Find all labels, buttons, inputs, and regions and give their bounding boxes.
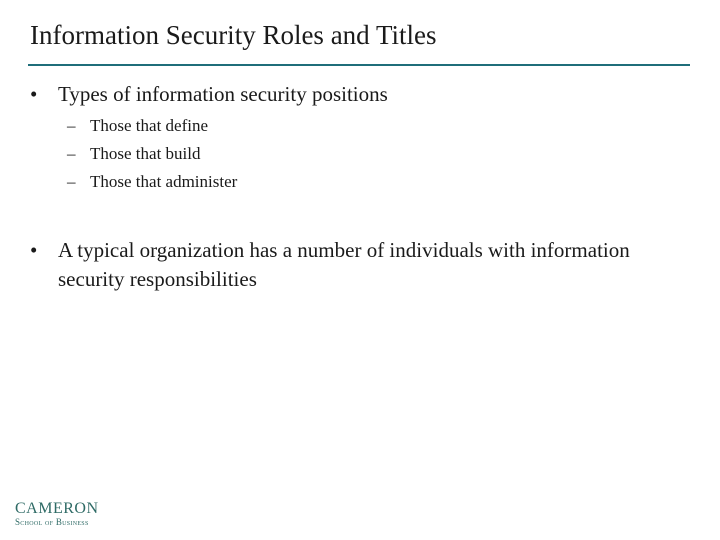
sub-bullet-item — [30, 168, 690, 196]
sub-bullet-marker: – — [67, 144, 76, 163]
spacer — [30, 196, 690, 236]
sub-bullet-item — [30, 140, 690, 168]
slide-title: Information Security Roles and Titles — [30, 20, 437, 50]
sub-bullet-list — [30, 112, 690, 196]
bullet-marker: • — [30, 82, 38, 106]
sub-bullet-marker: – — [67, 116, 76, 135]
bullet-item — [30, 236, 690, 294]
bullet-text: A typical organization has a number of individuals with information security responsibilities — [58, 238, 630, 291]
sub-bullet-text: Those that define — [90, 116, 209, 135]
title-divider — [28, 64, 690, 66]
sub-bullet-text: Those that build — [90, 144, 201, 163]
sub-bullet-marker: – — [67, 172, 76, 191]
bullet-text: Types of information security positions — [58, 82, 388, 106]
logo-subtitle: School of Business — [15, 517, 89, 527]
cameron-logo — [15, 500, 125, 527]
sub-bullet-item — [30, 112, 690, 140]
slide-content — [30, 80, 690, 294]
bullet-marker: • — [30, 238, 38, 262]
bullet-item — [30, 80, 690, 109]
logo-name: CAMERON — [15, 500, 99, 517]
sub-bullet-text: Those that administer — [90, 172, 238, 191]
